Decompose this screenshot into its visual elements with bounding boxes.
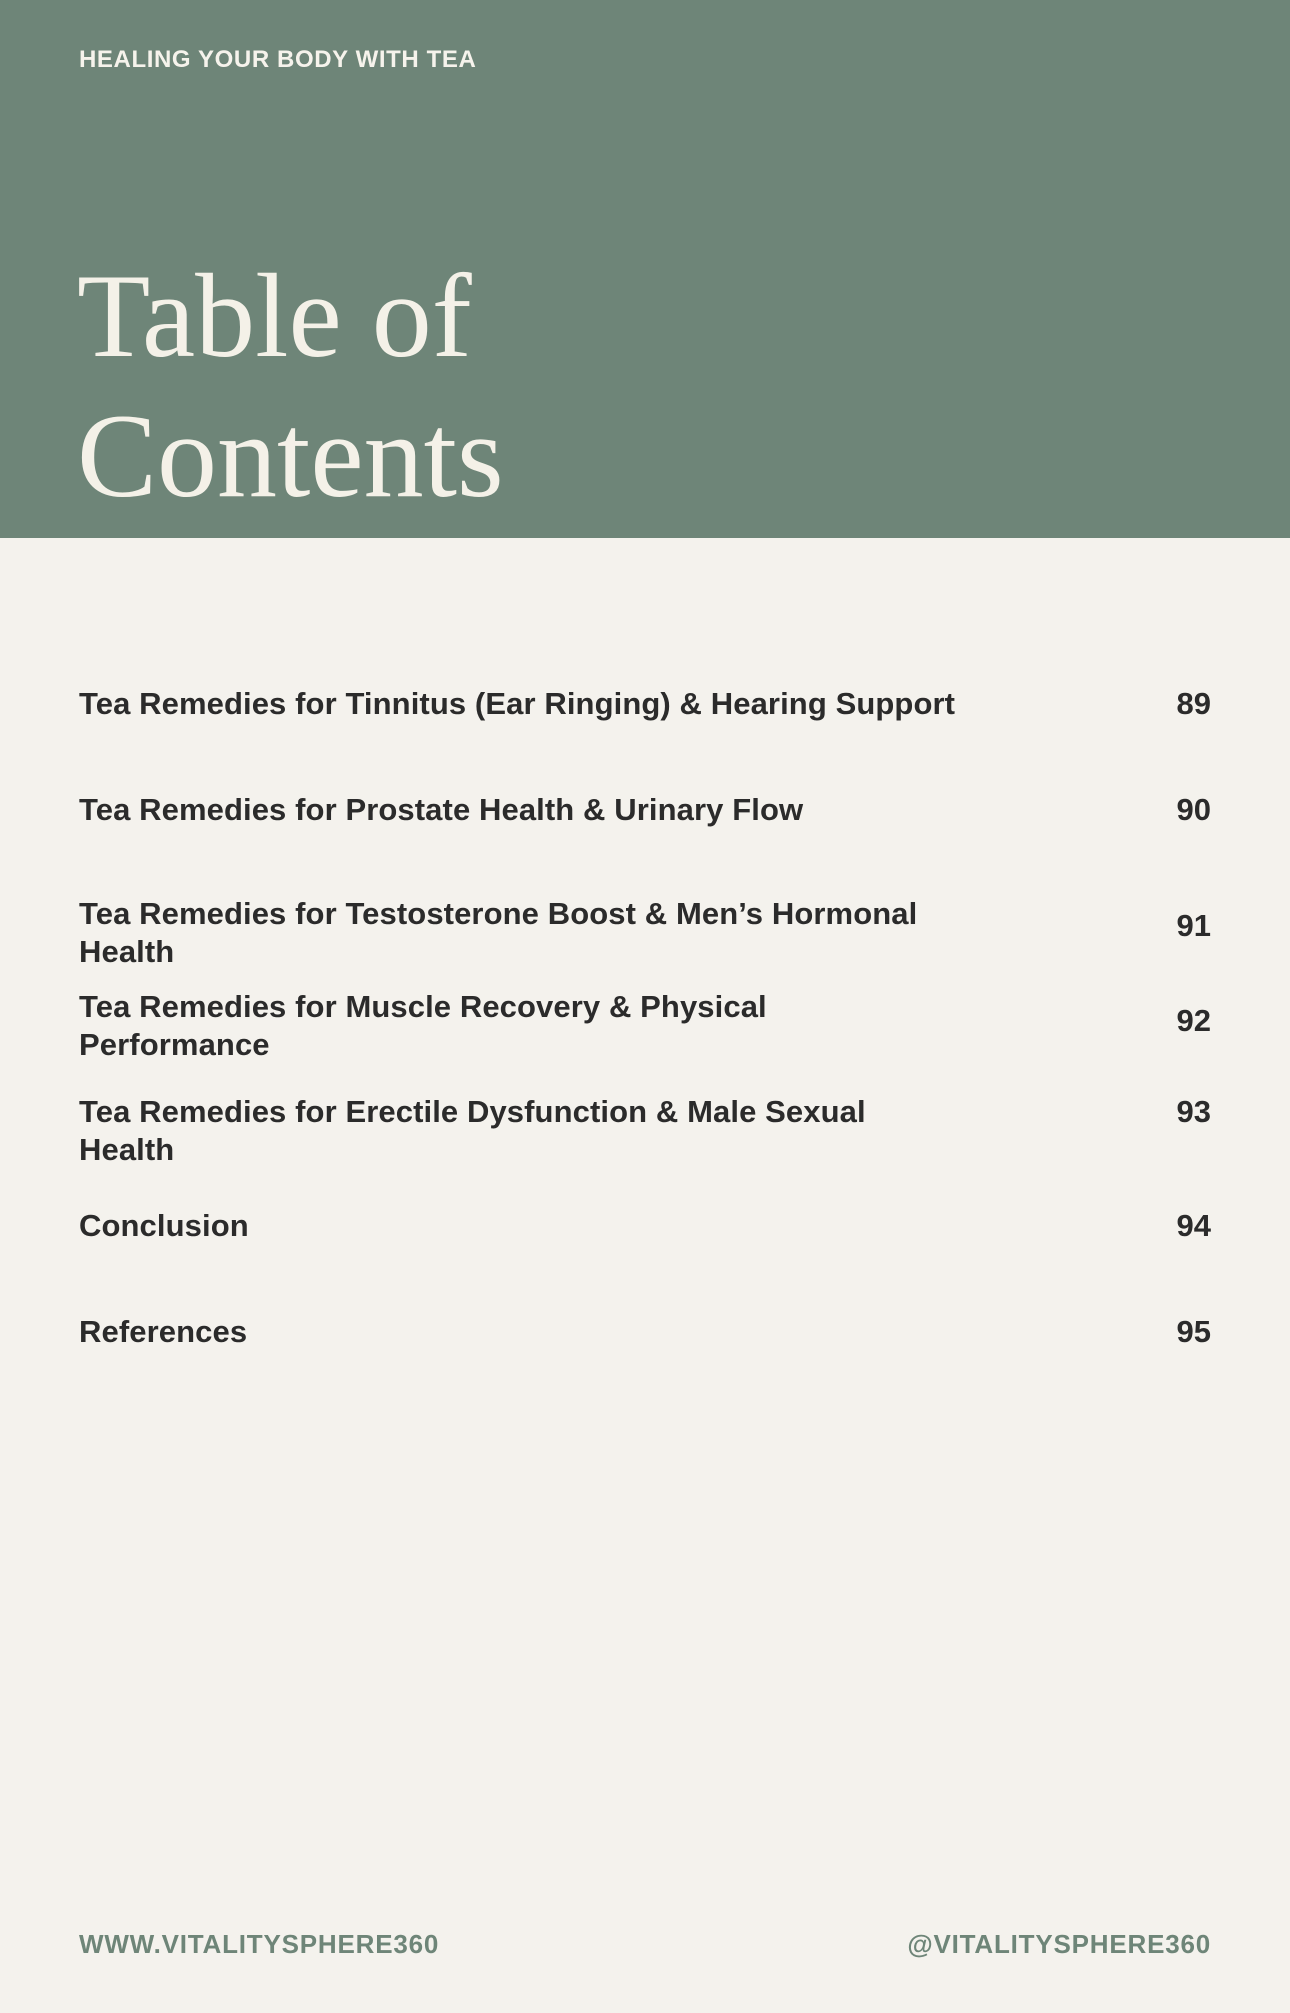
toc-entry-page: 91 — [1176, 908, 1211, 943]
table-of-contents — [79, 0, 1211, 1450]
toc-entry-label: Tea Remedies for Testosterone Boost & Men’s Hormonal Health — [79, 896, 918, 969]
toc-entry-page: 92 — [1176, 1003, 1211, 1038]
footer-handle: @VITALITYSPHERE360 — [907, 1929, 1211, 1959]
toc-entry-label: Conclusion — [79, 1208, 249, 1243]
toc-entry-label: References — [79, 1314, 248, 1349]
toc-entry-label: Tea Remedies for Erectile Dysfunction & Male Sexual Health — [79, 1094, 866, 1167]
page-title: Table of Contents — [77, 249, 504, 522]
toc-entry-page: 89 — [1176, 686, 1211, 721]
toc-entry-label: Tea Remedies for Muscle Recovery & Physical Performance — [79, 989, 767, 1062]
footer-website: WWW.VITALITYSPHERE360 — [79, 1929, 440, 1959]
toc-entry-page: 93 — [1176, 1094, 1211, 1129]
toc-entry-label: Tea Remedies for Prostate Health & Urinary Flow — [79, 792, 804, 827]
series-title: HEALING YOUR BODY WITH TEA — [79, 46, 477, 73]
toc-entry-page: 95 — [1176, 1314, 1211, 1349]
toc-entry-page: 90 — [1176, 792, 1211, 827]
toc-entry-page: 94 — [1176, 1208, 1211, 1243]
toc-entry-label: Tea Remedies for Tinnitus (Ear Ringing) & Hearing Support — [79, 686, 956, 721]
